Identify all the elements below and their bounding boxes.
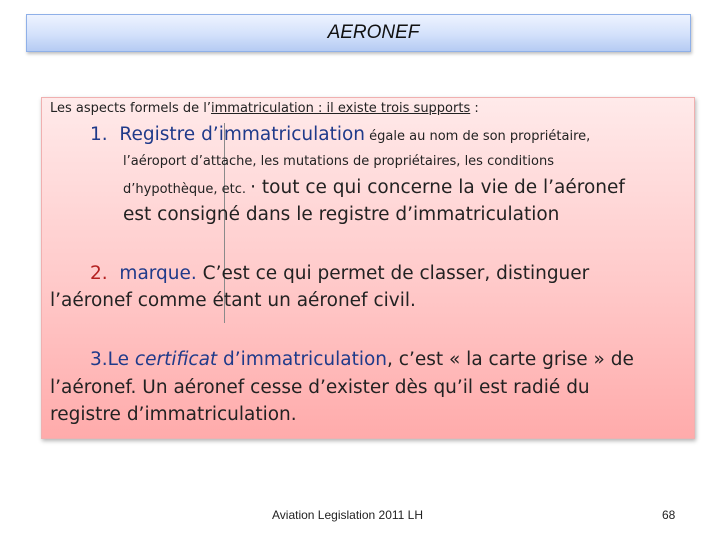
item1-line3-big: tout ce qui concerne la vie de l’aéronef bbox=[256, 177, 625, 198]
item1-line2: l’aéroport d’attache, les mutations de propriétaires, les conditions bbox=[123, 154, 554, 169]
item3-heading: d’immatriculation bbox=[217, 349, 388, 370]
item3-number: 3.Le bbox=[90, 349, 135, 370]
item3-italic: certificat bbox=[134, 349, 218, 370]
item3-rest: , c’est « la carte grise » de bbox=[387, 349, 634, 370]
slide-title: AERONEF bbox=[327, 22, 420, 43]
slide-title-bar bbox=[26, 14, 691, 52]
item1-line4: est consigné dans le registre d’immatriculation bbox=[123, 204, 560, 225]
intro-prefix: Les aspects formels de l’ bbox=[50, 101, 212, 116]
footer-text: Aviation Legislation 2011 LH bbox=[272, 508, 423, 522]
bullet-dot: · bbox=[250, 177, 257, 198]
item1-line3-small: d’hypothèque, etc. bbox=[123, 182, 251, 197]
intro-line bbox=[50, 101, 479, 116]
intro-underlined: immatriculation : il existe trois supports bbox=[211, 101, 471, 116]
intro-suffix: : bbox=[470, 101, 479, 116]
item2-number: 2. bbox=[90, 263, 108, 284]
item3-line1 bbox=[90, 349, 634, 370]
page-number: 68 bbox=[662, 508, 676, 522]
item2-rest: C’est ce qui permet de classer, distinguer bbox=[196, 263, 590, 284]
item1-number: 1. bbox=[90, 124, 108, 145]
item2-line1 bbox=[90, 263, 589, 284]
item2-heading: marque. bbox=[119, 263, 197, 284]
item3-line2: l’aéronef. Un aéronef cesse d’exister dès qu’il est radié du bbox=[50, 377, 590, 398]
item1-rest: égale au nom de son propriétaire, bbox=[365, 129, 591, 144]
item1-line1 bbox=[90, 124, 590, 145]
item2-line2: l’aéronef comme étant un aéronef civil. bbox=[50, 290, 416, 311]
item3-line3: registre d’immatriculation. bbox=[50, 404, 297, 425]
item1-heading: Registre d’immatriculation bbox=[119, 124, 366, 145]
item1-line3 bbox=[123, 177, 625, 198]
